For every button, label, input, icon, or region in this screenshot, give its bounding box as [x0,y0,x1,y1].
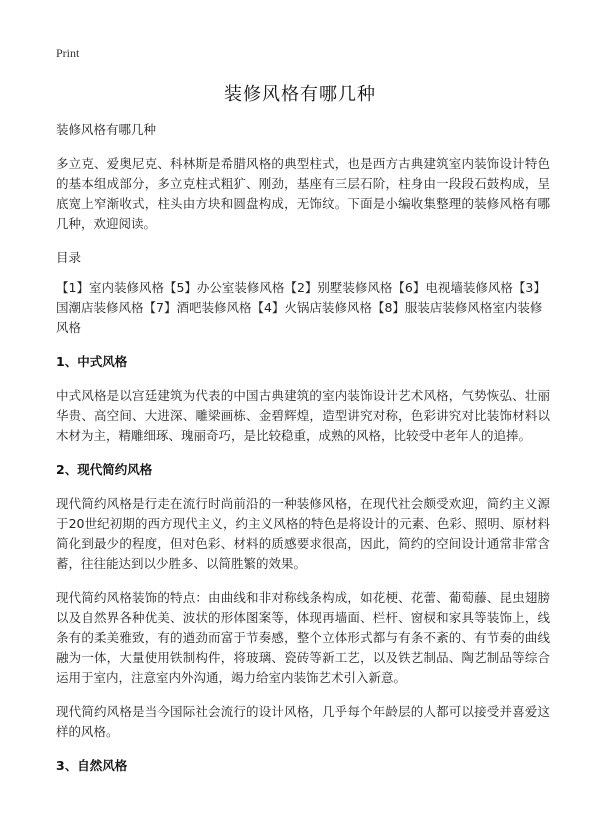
toc-title: 目录 [56,250,82,265]
section-heading: 1、中式风格 [56,354,128,369]
toc-item[interactable]: 【8】服装店装修风格室内装修风格 [56,300,543,335]
document-body [56,120,550,790]
section-paragraph: 现代简约风格装饰的特点：由曲线和非对称线条构成，如花梗、花蕾、葡萄藤、昆虫翅膀以及自然界各种优美、波状的形体图案等，体现再墙面、栏杆、窗棂和家具等装饰上，线条有的柔美雅致，有的遒劲而富于节奏感，整个立体形式都与有条不紊的、有节奏的曲线融为一体，大量使用铁制构件，将玻璃、瓷砖等新工艺，以及铁艺制品、陶艺制品等综合运用于室内，注意室内外沟通，竭力给室内装饰艺术引入新意。 [56,590,550,685]
intro-paragraph: 多立克、爱奥尼克、科林斯是希腊风格的典型柱式，也是西方古典建筑室内装饰设计特色的基本组成部分，多立克柱式粗犷、刚劲，基座有三层石阶，柱身由一段段石鼓构成，呈底宽上窄渐收式，柱头由方块和圆盘构成，无饰纹。下面是小编收集整理的装修风格有哪几种，欢迎阅读。 [56,156,550,231]
toc-item[interactable]: 【7】酒吧装修风格 [143,300,252,315]
section-heading: 2、现代简约风格 [56,462,153,477]
toc-item[interactable]: 【5】办公室装修风格 [163,280,285,295]
toc-item[interactable]: 【2】别墅装修风格 [284,280,393,295]
print-label: Print [56,46,80,60]
section-paragraph: 现代简约风格是当今国际社会流行的设计风格，几乎每个年龄层的人都可以接受并喜爱这样的风格。 [56,704,550,739]
toc-item[interactable]: 【3】国潮店装修风格 [56,280,546,315]
toc-item[interactable]: 【1】室内装修风格 [56,280,164,295]
toc-item[interactable]: 【4】火锅店装修风格 [251,300,372,315]
section-paragraph: 现代简约风格是行走在流行时尚前沿的一种装修风格，在现代社会颇受欢迎，简约主义源于20世纪初期的西方现代主义，约主义风格的特色是将设计的元素、色彩、照明、原材料简化到最少的程度，但对色彩、材料的质感要求很高，因此，简约的空间设计通常非常含蓄，往往能达到以少胜多、以简胜繁的效果。 [56,496,550,571]
section-heading: 3、自然风格 [56,758,128,773]
table-of-contents [56,278,550,338]
section-paragraph: 中式风格是以宫廷建筑为代表的中国古典建筑的室内装饰设计艺术风格，气势恢弘、壮丽华贵、高空间、大进深、雕梁画栋、金碧辉煌，造型讲究对称，色彩讲究对比装饰材料以木材为主，精雕细琢、瑰丽奇巧，是比较稳重，成熟的风格，比较受中老年人的追捧。 [56,388,550,443]
document-subtitle: 装修风格有哪几种 [56,122,157,137]
document-title: 装修风格有哪几种 [224,84,376,105]
toc-item[interactable]: 【6】电视墙装修风格 [392,280,513,295]
